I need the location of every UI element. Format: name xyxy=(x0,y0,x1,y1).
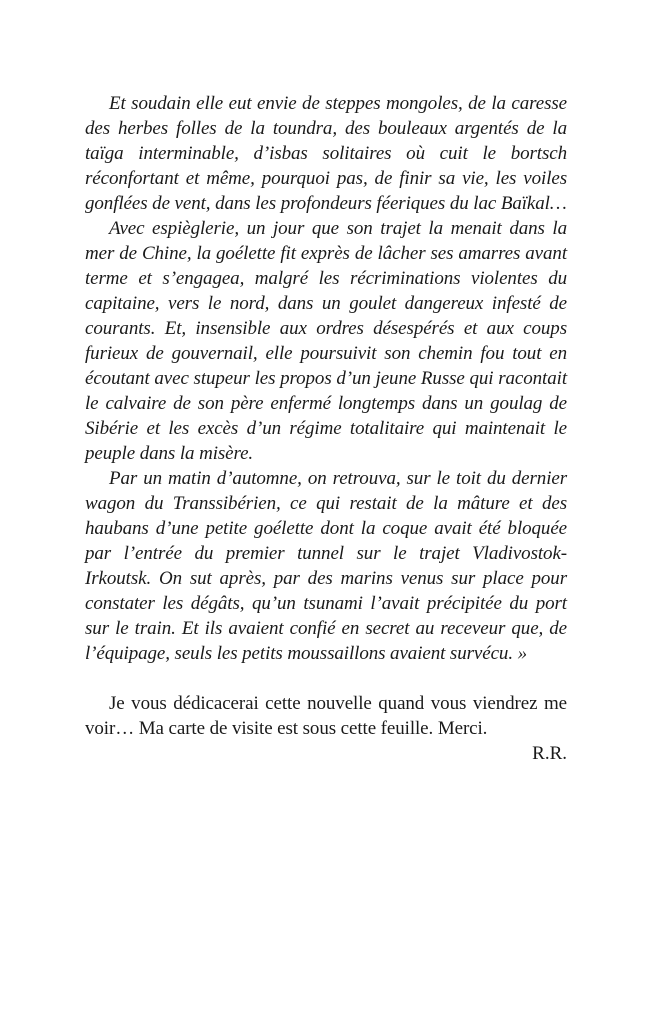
paragraph-spacer xyxy=(85,666,567,691)
story-paragraph-2: Avec espièglerie, un jour que son trajet la menait dans la mer de Chine, la goélette fit exprès de lâcher ses amarres avant terme et s’engagea, malgré les récriminations violentes du capitaine, vers le nord, dans un goulet dangereux infesté de courants. Et, insensible aux ordres désespérés et aux coups furieux de gouvernail, elle poursuivit son chemin fou tout en écoutant avec stupeur les propos d’un jeune Russe qui racontait le calvaire de son père enfermé longtemps dans un goulag de Sibérie et les excès d’un régime totalitaire qui maintenait le peuple dans la misère. xyxy=(85,218,567,464)
story-paragraph-3: Par un matin d’automne, on retrouva, sur le toit du dernier wagon du Transsibérien, ce qui restait de la mâture et des haubans d’une petite goélette dont la coque avait été bloquée par l’entrée du premier tunnel sur le trajet Vladivostok-Irkoutsk. On sut après, par des marins venus sur place pour constater les dégâts, qu’un tsunami l’avait précipitée du port sur le train. Et ils avaient confié en secret au receveur que, de l’équipage, seuls les petits moussaillons avaient survécu. » xyxy=(85,468,567,664)
document-page xyxy=(85,91,567,766)
signature: R.R. xyxy=(532,743,567,764)
story-paragraph-1: Et soudain elle eut envie de steppes mongoles, de la caresse des herbes folles de la toundra, des bouleaux argentés de la taïga interminable, d’isbas solitaires où cuit le bortsch réconfortant et même, pourquoi pas, de finir sa vie, les voiles gonflées de vent, dans les profondeurs féeriques du lac Baïkal… xyxy=(85,93,567,214)
closing-paragraph: Je vous dédicacerai cette nouvelle quand vous viendrez me voir… Ma carte de visite est sous cette feuille. Merci. xyxy=(85,693,567,739)
